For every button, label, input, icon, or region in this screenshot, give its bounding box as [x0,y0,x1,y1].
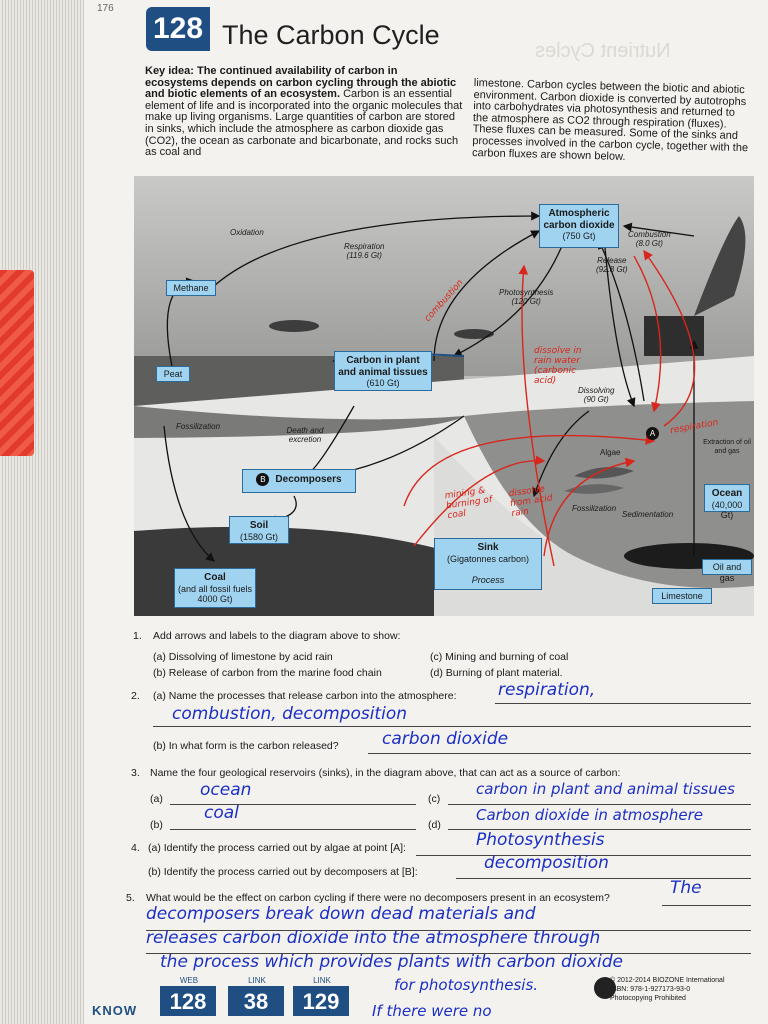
release-label [596,256,628,274]
red-annotation-combustion: combustion [422,278,466,324]
bleed-through-title: Nutrient Cycles [535,40,671,62]
oil-gas-box: Oil and gas [702,559,752,575]
plant-box-title: Carbon in plant and animal tissues [338,355,428,378]
decomposers-box [242,469,356,493]
fossilization-right-label: Fossilization [572,504,617,513]
q4a-text: (a) Identify the process carried out by algae at point [A]: [148,842,406,854]
coal-box-title: Coal [204,572,226,583]
q3-label-a: (a) [150,793,163,805]
respiration-label [344,242,384,260]
q3b-answer: coal [204,803,239,823]
photosynthesis-label-text: Photosynthesis [499,288,554,297]
soil-box-value: (1580 Gt) [239,531,279,542]
release-label-value: (92.8 Gt) [596,265,628,274]
red-annotation-mining: mining & burning of coal [444,485,493,522]
extraction-label: Extraction of oil and gas [703,439,751,455]
oxidation-label: Oxidation [230,228,264,237]
death-excretion-label: Death and excretion [286,426,324,444]
key-idea-label: Key idea: [145,65,194,77]
q5-line-1 [662,905,751,906]
plant-box-value: (610 Gt) [366,378,400,388]
legend-sink-title: Sink [477,542,499,553]
photosynthesis-label-value: (120 Gt) [511,297,541,306]
q2a-text: (a) Name the processes that release carbon into the atmosphere: [153,690,457,702]
coal-box-value: (and all fossil fuels 4000 Gt) [177,583,253,604]
q4-number: 4. [131,842,140,854]
ocean-box-title: Ocean [711,488,743,499]
legend-sink-box [434,538,542,590]
footer-know-label: KNOW [92,1003,138,1018]
link-tag-2: LINK [313,976,331,985]
q3-number: 3. [131,767,140,779]
q1-number: 1. [133,630,142,642]
marker-a: A [646,427,659,440]
soil-box-title: Soil [249,520,269,531]
intro-body-left: Carbon is an essential element of life and is incorporated into the organic molecules that make up living organisms. Large quantities of carbon are stored in sinks, which include the atmosphere as carbon dioxide gas (CO2), the ocean as carbonate and bicarbonate, and rocks such as coal and [145,88,463,159]
q5-text: What would be the effect on carbon cycling if there were no decomposers present in an ecosystem? [146,892,610,904]
key-idea-text: The continued availability of carbon in ecosystems depends on carbon cycling through the abiotic and biotic elements of an ecosystem. [145,65,457,101]
decomposers-title: Decomposers [275,474,342,485]
q4b-line [456,878,751,879]
q3-text: Name the four geological reservoirs (sinks), in the diagram above, that can act as a source of carbon: [150,767,621,779]
q3c-line [448,804,751,805]
q3-label-d: (d) [428,819,441,831]
combustion-label-value: (8.0 Gt) [635,239,663,248]
q1-item-c: (c) Mining and burning of coal [430,651,569,663]
limestone-box: Limestone [652,588,712,604]
combustion-label-text: Combustion [628,230,671,239]
q5-answer-6: If there were no [372,1002,492,1020]
fossilization-left-label: Fossilization [176,422,221,431]
q1-item-b: (b) Release of carbon from the marine food chain [153,667,382,679]
methane-box: Methane [166,280,216,296]
photocopy-notice: Photocopying Prohibited [610,995,686,1002]
q2a-line-2 [153,726,751,727]
q5-answer-3: releases carbon dioxide into the atmosphere through [146,928,601,948]
q2-number: 2. [131,690,140,702]
q1-item-a: (a) Dissolving of limestone by acid rain [153,651,333,663]
q1-item-d: (d) Burning of plant material. [430,667,563,679]
isbn-line: ISBN: 978-1-927173-93-0 [610,986,691,993]
q4a-answer: Photosynthesis [476,830,605,850]
dissolving-label [578,386,614,404]
q2a-answer-2: combustion, decomposition [172,704,407,724]
red-annotation-respiration: respiration [669,417,720,437]
intro-right-column: limestone. Carbon cycles between the biotic and abiotic environment. Carbon dioxide is converted by autotrophs into carbohydrates via photosynthesis and returned to the atmosphere as CO2 through respiration (fluxes). These fluxes can be measured. Some of the sinks and processes involved in the carbon cycle, together with the carbon fluxes are shown below. [471,77,749,163]
red-annotation-dissolve-acid-rain: dissolve from acid rain [508,484,554,520]
release-label-text: Release [597,256,627,265]
q5-answer-2: decomposers break down dead materials and [146,904,536,924]
q4b-text: (b) Identify the process carried out by decomposers at [B]: [148,866,418,878]
red-annotation-dissolve-rain: dissolve in rain water (carbonic acid) [534,346,582,386]
algae-label: Algae [600,448,621,457]
page-title: The Carbon Cycle [222,20,440,50]
q2a-answer-1: respiration, [498,680,596,700]
q3d-answer: Carbon dioxide in atmosphere [476,806,704,824]
dissolving-label-value: (90 Gt) [583,395,609,404]
activity-number-badge: 128 [146,7,210,51]
web-tag: WEB [179,976,199,985]
intro-left-column [145,66,463,159]
copyright-line: © 2012-2014 BIOZONE International [610,977,725,984]
respiration-label-value: (119.6 Gt) [346,251,382,260]
atmosphere-box-title: Atmospheric carbon dioxide [543,208,615,231]
ocean-box [704,484,750,520]
q5-answer-1: The [670,878,702,898]
q3a-answer: ocean [200,780,252,800]
page-number: 176 [97,3,114,14]
q5-number: 5. [126,892,135,904]
combustion-label [628,230,671,248]
respiration-label-text: Respiration [344,242,385,251]
q5-answer-5: for photosynthesis. [394,976,539,994]
atmosphere-box-value: (750 Gt) [562,231,596,241]
q5-answer-4: the process which provides plants with carbon dioxide [160,952,623,972]
plant-animal-tissue-box [334,351,432,391]
web-link-128[interactable]: 128 [160,986,216,1016]
link-129[interactable]: 129 [293,986,349,1016]
copyright-block [610,976,725,1003]
peat-box: Peat [156,366,190,382]
coal-box [174,568,256,608]
atmosphere-box [539,204,619,248]
sticky-tab-marker [0,270,34,456]
q3-label-c: (c) [428,793,441,805]
book-page-edges [0,0,86,1024]
sedimentation-label: Sedimentation [622,510,674,519]
legend-sink-value: (Gigatonnes carbon) [446,553,530,564]
legend-process-label: Process [471,574,505,585]
link-tag-1: LINK [248,976,266,985]
q4b-answer: decomposition [484,853,609,873]
soil-box [229,516,289,544]
q2b-line [368,753,751,754]
q2b-text: (b) In what form is the carbon released? [153,740,339,752]
marker-b: B [256,473,269,486]
link-38[interactable]: 38 [228,986,284,1016]
photosynthesis-label [499,288,553,306]
dissolving-label-text: Dissolving [578,386,615,395]
q1-text: Add arrows and labels to the diagram above to show: [153,630,401,642]
ocean-box-value: (40,000 Gt) [711,499,743,520]
q3-label-b: (b) [150,819,163,831]
q2a-line-1 [495,703,751,704]
carbon-cycle-diagram [134,176,754,616]
q3c-answer: carbon in plant and animal tissues [476,780,735,798]
q3b-line [170,829,416,830]
q2b-answer: carbon dioxide [382,729,509,749]
